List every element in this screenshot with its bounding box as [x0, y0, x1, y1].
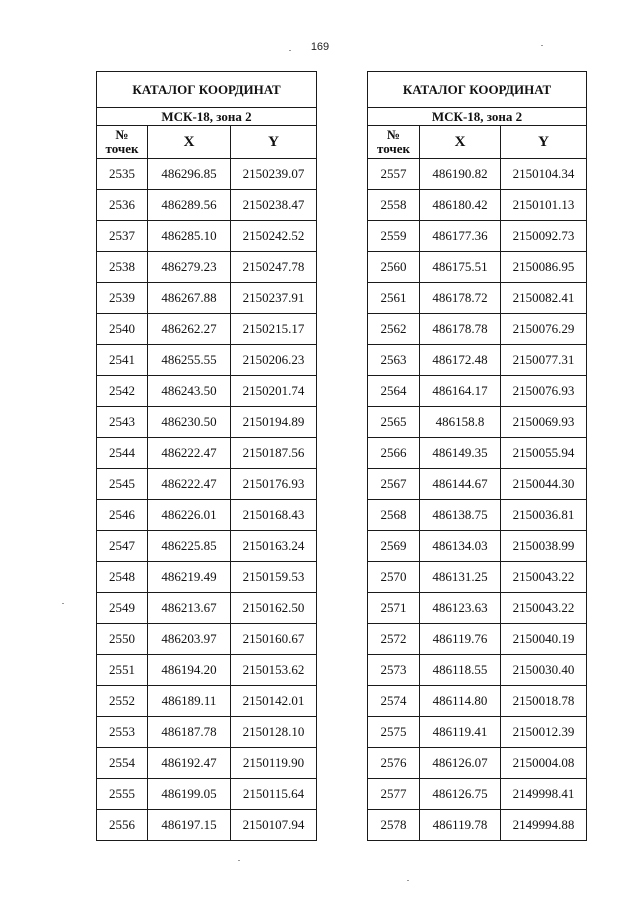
point-number-cell: 2561 — [368, 283, 420, 314]
point-number-cell: 2554 — [97, 748, 148, 779]
table-row — [368, 407, 587, 438]
y-coordinate-cell: 2150160.67 — [231, 624, 317, 655]
table-row — [97, 159, 317, 190]
table-row — [368, 252, 587, 283]
table-row — [97, 686, 317, 717]
x-coordinate-cell: 486149.35 — [420, 438, 501, 469]
point-number-cell: 2550 — [97, 624, 148, 655]
x-coordinate-cell: 486285.10 — [148, 221, 231, 252]
x-coordinate-cell: 486180.42 — [420, 190, 501, 221]
point-number-cell: 2569 — [368, 531, 420, 562]
scan-speck — [289, 50, 291, 51]
point-number-cell: 2539 — [97, 283, 148, 314]
x-coordinate-cell: 486226.01 — [148, 500, 231, 531]
y-coordinate-cell: 2150215.17 — [231, 314, 317, 345]
point-number-cell: 2544 — [97, 438, 148, 469]
y-coordinate-cell: 2150076.29 — [501, 314, 587, 345]
point-number-cell: 2558 — [368, 190, 420, 221]
table-row — [97, 407, 317, 438]
point-number-cell: 2575 — [368, 717, 420, 748]
y-coordinate-cell: 2150163.24 — [231, 531, 317, 562]
y-coordinate-cell: 2150194.89 — [231, 407, 317, 438]
x-coordinate-cell: 486158.8 — [420, 407, 501, 438]
x-coordinate-cell: 486118.55 — [420, 655, 501, 686]
x-coordinate-cell: 486178.72 — [420, 283, 501, 314]
table-row — [368, 283, 587, 314]
y-coordinate-cell: 2150069.93 — [501, 407, 587, 438]
table-row — [97, 500, 317, 531]
point-number-cell: 2541 — [97, 345, 148, 376]
point-number-cell: 2557 — [368, 159, 420, 190]
x-coordinate-cell: 486178.78 — [420, 314, 501, 345]
x-coordinate-cell: 486255.55 — [148, 345, 231, 376]
x-coordinate-cell: 486199.05 — [148, 779, 231, 810]
x-coordinate-cell: 486262.27 — [148, 314, 231, 345]
x-coordinate-cell: 486119.76 — [420, 624, 501, 655]
table-row — [368, 438, 587, 469]
table-row — [97, 345, 317, 376]
coordinate-catalog-table-left — [96, 71, 317, 841]
point-number-cell: 2573 — [368, 655, 420, 686]
x-coordinate-cell: 486230.50 — [148, 407, 231, 438]
y-coordinate-cell: 2150238.47 — [231, 190, 317, 221]
x-coordinate-cell: 486225.85 — [148, 531, 231, 562]
point-number-cell: 2551 — [97, 655, 148, 686]
point-number-cell: 2562 — [368, 314, 420, 345]
table-row — [97, 283, 317, 314]
table-row — [368, 469, 587, 500]
table-row — [97, 469, 317, 500]
coordinate-catalog-table-right — [367, 71, 587, 841]
table-row — [368, 624, 587, 655]
point-number-cell: 2567 — [368, 469, 420, 500]
x-coordinate-cell: 486222.47 — [148, 469, 231, 500]
point-number-cell: 2537 — [97, 221, 148, 252]
y-coordinate-cell: 2150038.99 — [501, 531, 587, 562]
y-coordinate-cell: 2150239.07 — [231, 159, 317, 190]
point-number-cell: 2542 — [97, 376, 148, 407]
x-coordinate-cell: 486172.48 — [420, 345, 501, 376]
x-coordinate-cell: 486194.20 — [148, 655, 231, 686]
y-coordinate-cell: 2150104.34 — [501, 159, 587, 190]
point-number-cell: 2549 — [97, 593, 148, 624]
y-coordinate-cell: 2150242.52 — [231, 221, 317, 252]
point-number-header-line1: № — [115, 127, 129, 142]
y-coordinate-cell: 2150115.64 — [231, 779, 317, 810]
x-coordinate-cell: 486131.25 — [420, 562, 501, 593]
y-coordinate-cell: 2150082.41 — [501, 283, 587, 314]
table-row — [97, 717, 317, 748]
catalog-title: КАТАЛОГ КООРДИНАТ — [97, 72, 317, 108]
table-row — [368, 655, 587, 686]
table-row — [368, 779, 587, 810]
point-number-cell: 2546 — [97, 500, 148, 531]
point-number-header — [368, 126, 420, 159]
y-coordinate-cell: 2150076.93 — [501, 376, 587, 407]
table-row — [97, 314, 317, 345]
table-row — [368, 810, 587, 841]
x-coordinate-cell: 486192.47 — [148, 748, 231, 779]
table-row — [97, 376, 317, 407]
y-coordinate-cell: 2150012.39 — [501, 717, 587, 748]
point-number-cell: 2543 — [97, 407, 148, 438]
y-coordinate-cell: 2150247.78 — [231, 252, 317, 283]
table-row — [97, 252, 317, 283]
y-coordinate-cell: 2150128.10 — [231, 717, 317, 748]
point-number-cell: 2568 — [368, 500, 420, 531]
y-coordinate-cell: 2150092.73 — [501, 221, 587, 252]
table-row — [97, 190, 317, 221]
x-coordinate-cell: 486189.11 — [148, 686, 231, 717]
point-number-cell: 2571 — [368, 593, 420, 624]
point-number-cell: 2566 — [368, 438, 420, 469]
y-coordinate-cell: 2150153.62 — [231, 655, 317, 686]
table-row — [97, 593, 317, 624]
table-row — [368, 190, 587, 221]
x-coordinate-cell: 486119.78 — [420, 810, 501, 841]
y-coordinate-cell: 2150040.19 — [501, 624, 587, 655]
x-coordinate-cell: 486175.51 — [420, 252, 501, 283]
point-number-cell: 2548 — [97, 562, 148, 593]
table-row — [368, 345, 587, 376]
y-coordinate-cell: 2150086.95 — [501, 252, 587, 283]
y-column-header: Y — [231, 126, 317, 159]
table-row — [97, 655, 317, 686]
scan-speck — [62, 603, 64, 604]
point-number-cell: 2572 — [368, 624, 420, 655]
point-number-cell: 2538 — [97, 252, 148, 283]
scan-speck — [238, 860, 240, 861]
y-coordinate-cell: 2150206.23 — [231, 345, 317, 376]
x-coordinate-cell: 486123.63 — [420, 593, 501, 624]
point-number-cell: 2564 — [368, 376, 420, 407]
x-coordinate-cell: 486267.88 — [148, 283, 231, 314]
y-coordinate-cell: 2150187.56 — [231, 438, 317, 469]
y-coordinate-cell: 2150201.74 — [231, 376, 317, 407]
table-row — [368, 562, 587, 593]
y-column-header: Y — [501, 126, 587, 159]
table-row — [368, 314, 587, 345]
point-number-cell: 2565 — [368, 407, 420, 438]
x-column-header: X — [148, 126, 231, 159]
x-coordinate-cell: 486243.50 — [148, 376, 231, 407]
point-number-cell: 2576 — [368, 748, 420, 779]
x-coordinate-cell: 486219.49 — [148, 562, 231, 593]
point-number-header-line2: точек — [105, 141, 139, 156]
x-coordinate-cell: 486177.36 — [420, 221, 501, 252]
x-column-header: X — [420, 126, 501, 159]
x-coordinate-cell: 486126.07 — [420, 748, 501, 779]
x-coordinate-cell: 486296.85 — [148, 159, 231, 190]
table-row — [368, 593, 587, 624]
point-number-header-line2: точек — [377, 141, 410, 156]
y-coordinate-cell: 2150036.81 — [501, 500, 587, 531]
x-coordinate-cell: 486203.97 — [148, 624, 231, 655]
y-coordinate-cell: 2150044.30 — [501, 469, 587, 500]
y-coordinate-cell: 2150107.94 — [231, 810, 317, 841]
table-row — [97, 624, 317, 655]
point-number-cell: 2545 — [97, 469, 148, 500]
y-coordinate-cell: 2150043.22 — [501, 562, 587, 593]
x-coordinate-cell: 486119.41 — [420, 717, 501, 748]
x-coordinate-cell: 486190.82 — [420, 159, 501, 190]
point-number-cell: 2547 — [97, 531, 148, 562]
x-coordinate-cell: 486289.56 — [148, 190, 231, 221]
x-coordinate-cell: 486197.15 — [148, 810, 231, 841]
x-coordinate-cell: 486279.23 — [148, 252, 231, 283]
y-coordinate-cell: 2150162.50 — [231, 593, 317, 624]
y-coordinate-cell: 2150119.90 — [231, 748, 317, 779]
point-number-header-line1: № — [386, 127, 401, 142]
y-coordinate-cell: 2149994.88 — [501, 810, 587, 841]
table-row — [368, 500, 587, 531]
y-coordinate-cell: 2150176.93 — [231, 469, 317, 500]
table-row — [97, 221, 317, 252]
x-coordinate-cell: 486164.17 — [420, 376, 501, 407]
y-coordinate-cell: 2150077.31 — [501, 345, 587, 376]
catalog-title: КАТАЛОГ КООРДИНАТ — [368, 72, 587, 108]
x-coordinate-cell: 486114.80 — [420, 686, 501, 717]
x-coordinate-cell: 486138.75 — [420, 500, 501, 531]
table-row — [97, 438, 317, 469]
point-number-cell: 2578 — [368, 810, 420, 841]
table-row — [368, 531, 587, 562]
y-coordinate-cell: 2150018.78 — [501, 686, 587, 717]
page-number: 169 — [310, 41, 330, 53]
point-number-cell: 2540 — [97, 314, 148, 345]
y-coordinate-cell: 2150168.43 — [231, 500, 317, 531]
point-number-cell: 2560 — [368, 252, 420, 283]
point-number-cell: 2574 — [368, 686, 420, 717]
point-number-cell: 2570 — [368, 562, 420, 593]
x-coordinate-cell: 486144.67 — [420, 469, 501, 500]
table-row — [368, 376, 587, 407]
scan-speck — [541, 45, 543, 46]
table-row — [368, 221, 587, 252]
point-number-cell: 2535 — [97, 159, 148, 190]
x-coordinate-cell: 486134.03 — [420, 531, 501, 562]
table-row — [368, 159, 587, 190]
table-row — [97, 779, 317, 810]
y-coordinate-cell: 2150055.94 — [501, 438, 587, 469]
coordinate-system-subtitle: МСК-18, зона 2 — [368, 108, 587, 126]
point-number-cell: 2559 — [368, 221, 420, 252]
y-coordinate-cell: 2150101.13 — [501, 190, 587, 221]
point-number-cell: 2552 — [97, 686, 148, 717]
point-number-cell: 2553 — [97, 717, 148, 748]
x-coordinate-cell: 486213.67 — [148, 593, 231, 624]
x-coordinate-cell: 486126.75 — [420, 779, 501, 810]
table-row — [368, 748, 587, 779]
x-coordinate-cell: 486187.78 — [148, 717, 231, 748]
table-row — [97, 748, 317, 779]
coordinate-system-subtitle: МСК-18, зона 2 — [97, 108, 317, 126]
y-coordinate-cell: 2150237.91 — [231, 283, 317, 314]
point-number-cell: 2536 — [97, 190, 148, 221]
table-row — [97, 810, 317, 841]
x-coordinate-cell: 486222.47 — [148, 438, 231, 469]
point-number-cell: 2556 — [97, 810, 148, 841]
point-number-header — [97, 126, 148, 159]
table-row — [97, 531, 317, 562]
point-number-cell: 2577 — [368, 779, 420, 810]
y-coordinate-cell: 2149998.41 — [501, 779, 587, 810]
table-row — [368, 686, 587, 717]
point-number-cell: 2563 — [368, 345, 420, 376]
y-coordinate-cell: 2150004.08 — [501, 748, 587, 779]
y-coordinate-cell: 2150043.22 — [501, 593, 587, 624]
y-coordinate-cell: 2150142.01 — [231, 686, 317, 717]
table-row — [97, 562, 317, 593]
table-row — [368, 717, 587, 748]
y-coordinate-cell: 2150159.53 — [231, 562, 317, 593]
point-number-cell: 2555 — [97, 779, 148, 810]
y-coordinate-cell: 2150030.40 — [501, 655, 587, 686]
scan-speck — [407, 880, 409, 881]
